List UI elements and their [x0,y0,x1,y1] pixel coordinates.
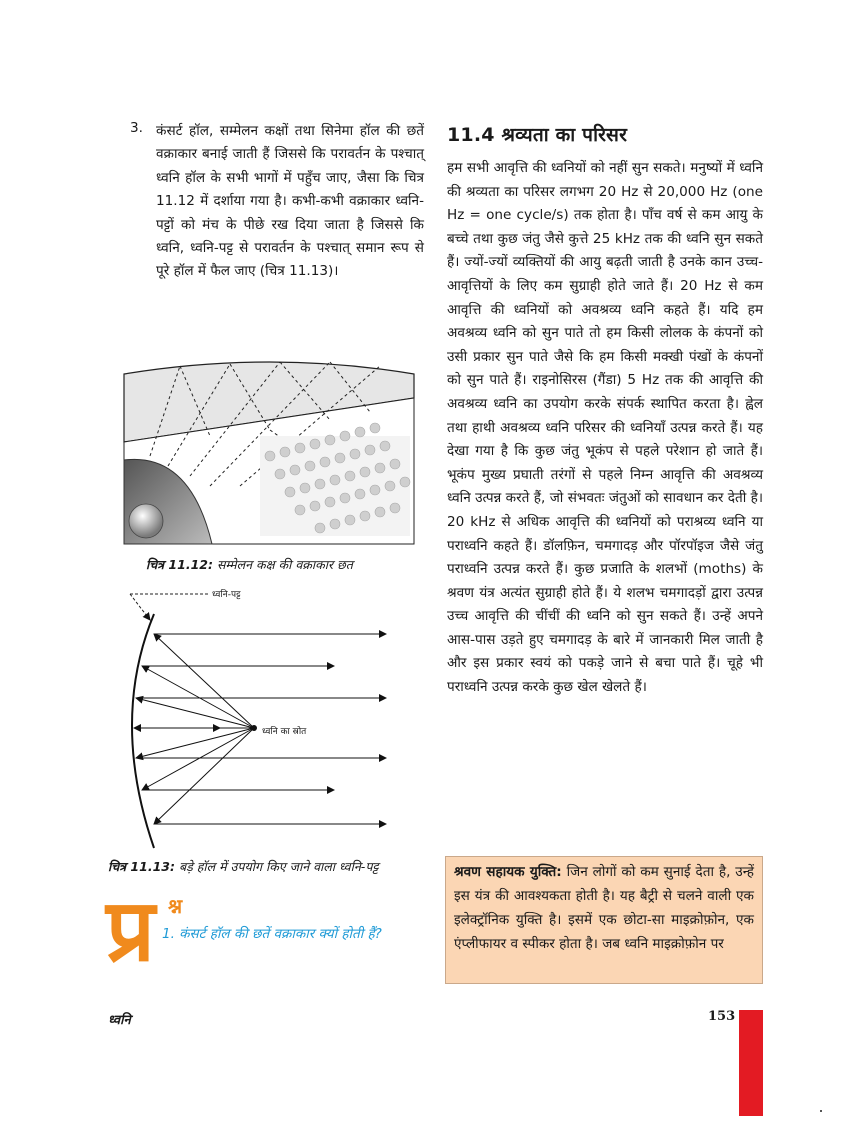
section-heading: 11.4 श्रव्यता का परिसर [447,124,628,146]
hearing-aid-box [445,856,763,984]
sound-source-sphere [129,504,163,538]
incident-rays [134,634,254,824]
box-text: जिन लोगों को कम सुनाई देता है, उन्हें इस यंत्र की आवश्यकता होती है। यह बैट्री से चलने वाली एक इलेक्ट्रॉनिक युक्ति है। इसमें एक छोटा-सा माइक्रोफ़ोन, एक एंप्लीफायर व स्पीकर होता है। जब ध्वनि माइक्रोफ़ोन पर [454,864,754,952]
figure-11-13-caption [108,858,379,875]
fig13-board-label: ध्वनि-पट्ट [212,590,241,600]
fig12-caption-label: चित्र 11.12: [146,557,213,572]
fig13-caption-label: चित्र 11.13: [108,859,175,874]
figure-11-13 [120,586,420,854]
question-1: 1. कंसर्ट हॉल की छतें वक्राकार क्यों होती हैं? [162,926,382,942]
corner-dot [820,1110,822,1112]
fig13-caption-text: बड़े हॉल में उपयोग किए जाने वाला ध्वनि-पट्ट [174,859,379,874]
reflected-horizontal-rays [134,634,386,824]
prashn-big-letter: प्र [106,881,155,981]
fig12-caption-text: सम्मेलन कक्ष की वक्राकार छत [212,557,353,572]
figure-11-12-caption [146,556,353,573]
right-paragraph: हम सभी आवृत्ति की ध्वनियों को नहीं सुन सकते। मनुष्यों में ध्वनि की श्रव्यता का परिसर लगभग 20 Hz से 20,000 Hz (one Hz = one cycle/s) तक होता है। पाँच वर्ष से कम आयु के बच्चे तथा कुछ जंतु जैसे कुत्ते 25 kHz तक की ध्वनि सुन सकते हैं। ज्यों-ज्यों व्यक्तियों की आयु बढ़ती जाती है उनके कान उच्च-आवृत्तियों के लिए कम सुग्राही होते जाते हैं। 20 Hz से कम आवृत्ति की ध्वनियों को अवश्रव्य ध्वनि कहते हैं। यदि हम अवश्रव्य ध्वनि को सुन पाते तो हम किसी लोलक के कंपनों को उसी प्रकार सुन पाते जैसे कि हम किसी मक्खी पंखों के कंपनों को सुन पाते हैं। राइनोसिरस (गैंडा) 5 Hz तक की आवृत्ति की अवश्रव्य ध्वनि का उपयोग करके संपर्क स्थापित करता है। ह्वेल तथा हाथी अवश्रव्य ध्वनि परिसर की ध्वनियाँ उत्पन्न करते हैं। यह देखा गया है कि कुछ जंतु भूकंप से पहले परेशान हो जाते हैं। भूकंप मुख्य प्रघाती तरंगों से पहले निम्न आवृत्ति की अवश्रव्य ध्वनि उत्पन्न करते हैं, जो संभवतः जंतुओं को सावधान कर देती है। 20 kHz से अधिक आवृत्ति की ध्वनियों को पराश्रव्य ध्वनि या पराध्वनि कहते हैं। डॉलफ़िन, चमगादड़ और पॉरपॉइज जैसे जंतु पराध्वनि उत्पन्न करते हैं। कुछ प्रजाति के शलभों (moths) के श्रवण यंत्र अत्यंत सुग्राही होते हैं। ये शलभ चमगादड़ों द्वारा उत्पन्न उच्च आवृत्ति की चीं‌चीं की ध्वनि को सुन सकते हैं। उन्हें अपने आस-पास उड़ते हुए चमगादड़ के बारे में जानकारी मिल जाती है और इस प्रकार स्वयं को पकड़े जाने से बचा पाते हैं। चूहे भी पराध्वनि उत्पन्न करके कुछ खेल खेलते हैं। [447,160,763,696]
item-number: 3. [130,120,143,136]
figure-11-12 [120,356,416,546]
box-heading: श्रवण सहायक युक्ति: [454,864,562,880]
left-column [130,120,424,284]
prashn-rest-letters: श्न [168,894,183,918]
sound-board [132,614,154,848]
chapter-name: ध्वनि [108,1013,131,1028]
page-marker-bar [739,1010,763,1116]
fig13-source-label: ध्वनि का स्रोत [262,727,307,737]
page-number: 153 [708,1009,736,1024]
right-column [447,121,763,700]
hearing-aid-text [454,860,754,956]
audience-seats [260,423,410,536]
left-paragraph: कंसर्ट हॉल, सम्मेलन कक्षों तथा सिनेमा हॉल की छतें वक्राकार बनाई जाती हैं जिससे कि परावर्तन के पश्चात् ध्वनि हॉल के सभी भागों में पहुँच जाए, जैसा कि चित्र 11.12 में दर्शाया गया है। कभी-कभी वक्राकार ध्वनि-पट्टों को मंच के पीछे रख दिया जाता है जिससे कि ध्वनि, ध्वनि-पट्ट से परावर्तन के पश्चात् समान रूप से पूरे हॉल में फैल जाए (चित्र 11.13)। [156,123,424,280]
